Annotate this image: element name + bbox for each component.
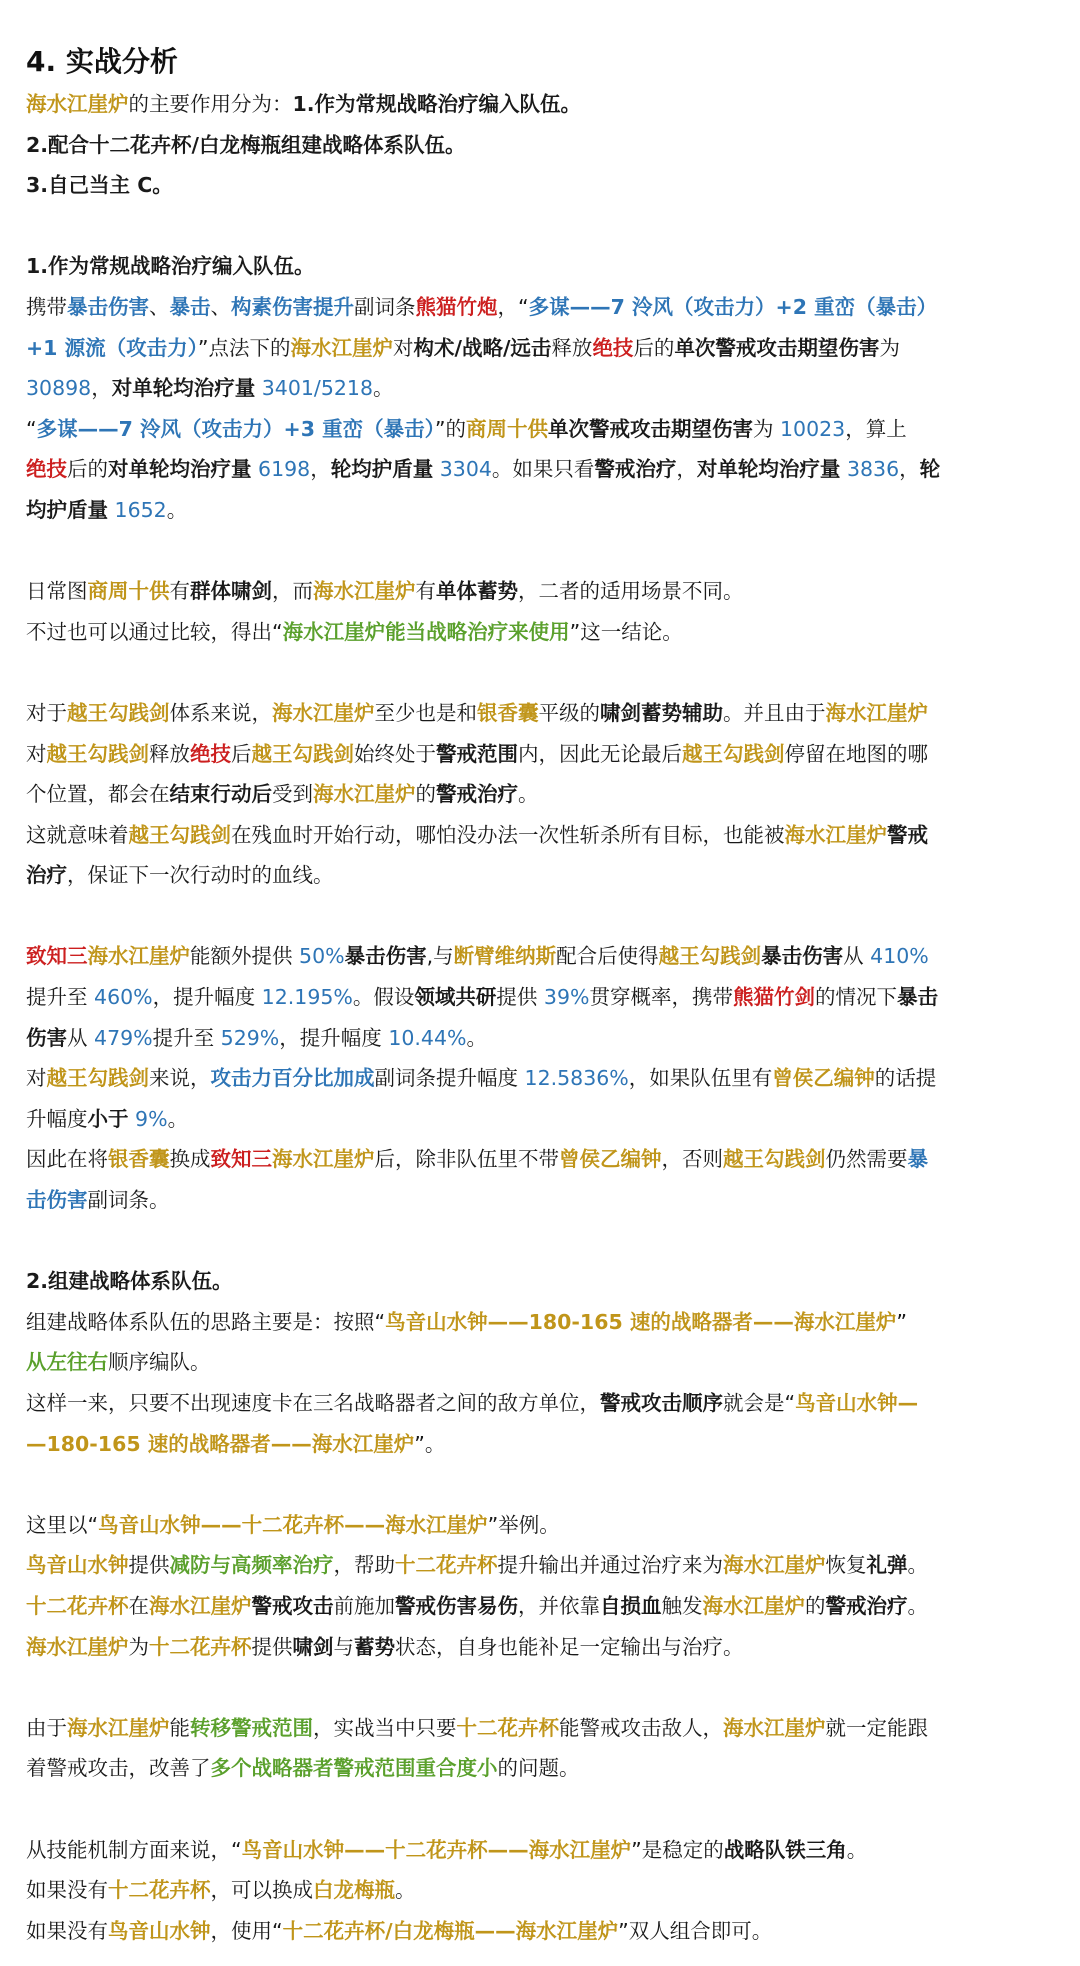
text-span: 海水江崖炉 xyxy=(87,944,190,969)
text-span: 529% xyxy=(220,1025,280,1050)
text-span: 有 xyxy=(169,579,190,604)
text-span: ，提升幅度 xyxy=(279,1025,389,1050)
text-line xyxy=(26,1261,1054,1302)
text-line xyxy=(26,1180,1054,1221)
blank-line xyxy=(26,896,1054,937)
text-line xyxy=(26,936,1054,977)
text-span: 攻击力百分比加成 xyxy=(210,1066,375,1091)
text-span: ，如果队伍里有 xyxy=(628,1066,773,1091)
text-span: 海水江崖炉 xyxy=(825,700,928,725)
text-span: 。 xyxy=(167,1106,189,1131)
text-span: 。 xyxy=(166,497,188,522)
text-line xyxy=(26,409,1054,450)
text-span: ， xyxy=(310,457,331,482)
text-span: 从 xyxy=(843,944,871,969)
text-span: 对于 xyxy=(26,700,67,725)
text-span: 暴 xyxy=(907,1147,928,1172)
text-span: 提升输出并通过治疗来为 xyxy=(497,1553,723,1578)
text-span: 海水江崖炉 xyxy=(67,1715,170,1740)
text-span: ”这一结论。 xyxy=(569,619,683,644)
text-span: 提升至 xyxy=(152,1025,221,1050)
text-span: 警戒攻击 xyxy=(251,1593,334,1618)
text-span: 至少也是和 xyxy=(374,700,477,725)
text-line xyxy=(26,1911,1054,1952)
text-span: 鸟音山水钟— xyxy=(795,1391,919,1415)
text-span: 升幅度 xyxy=(26,1106,88,1131)
text-line xyxy=(26,1586,1054,1627)
text-span: 鸟音山水钟 xyxy=(26,1553,129,1578)
text-span: 十二花卉杯 xyxy=(456,1715,559,1740)
text-line xyxy=(26,449,1054,490)
text-span: 海水江崖炉 xyxy=(149,1593,252,1618)
text-span: 换成 xyxy=(169,1147,211,1172)
text-span: 越王勾践剑 xyxy=(67,700,170,725)
text-span: 构素伤害提升 xyxy=(231,294,354,319)
text-line xyxy=(26,1505,1054,1546)
section-title: 4. 实战分析 xyxy=(26,45,178,78)
text-span: 群体啸剑 xyxy=(190,579,272,604)
text-span: 为 xyxy=(752,416,781,441)
text-span: ,与 xyxy=(426,944,454,969)
text-span: 商周十供 xyxy=(87,579,170,604)
text-span: 3.自己当主 C。 xyxy=(26,173,173,198)
text-span: 海水江崖炉 xyxy=(313,782,416,807)
text-span: 30898 xyxy=(26,376,92,401)
text-span: 白龙梅瓶 xyxy=(313,1878,395,1903)
text-line xyxy=(26,1870,1054,1911)
text-span: 暴击伤害 xyxy=(344,944,427,969)
text-span: 越王勾践剑 xyxy=(46,1066,149,1091)
text-span: ，算上 xyxy=(845,416,907,441)
text-span: 海水江崖炉 xyxy=(26,1634,129,1659)
text-span: 460% xyxy=(94,985,153,1010)
text-span: 如果没有 xyxy=(26,1918,108,1943)
text-span: 这就意味着 xyxy=(26,822,129,847)
text-span: 始终处于 xyxy=(354,741,436,766)
text-span: ，使用“ xyxy=(210,1918,283,1943)
text-span: 50% xyxy=(299,944,345,969)
text-span: 海水江崖炉能当战略治疗来使用 xyxy=(282,619,570,644)
text-line xyxy=(26,774,1054,815)
text-span: 9% xyxy=(135,1106,168,1131)
text-span: 这里以“ xyxy=(26,1512,99,1537)
text-span: 能额外提供 xyxy=(190,944,300,969)
text-span: 。如果只看 xyxy=(491,457,595,482)
text-span: 的问题。 xyxy=(497,1756,580,1781)
text-span: 警戒治疗 xyxy=(825,1593,908,1618)
text-line xyxy=(26,1139,1054,1180)
text-span: 为 xyxy=(879,335,900,360)
text-span: ”。 xyxy=(414,1431,446,1456)
text-span: 从 xyxy=(67,1025,95,1050)
text-span: 着警戒攻击，改善了 xyxy=(26,1756,211,1781)
text-span: 减防与高频率治疗 xyxy=(169,1553,334,1578)
text-span: 均护盾量 xyxy=(26,497,108,522)
text-span: 。 xyxy=(518,782,539,807)
text-span: 警戒 xyxy=(887,822,928,847)
text-span: 曾侯乙编钟 xyxy=(559,1147,662,1172)
blank-line xyxy=(26,1221,1054,1262)
text-span: 10023 xyxy=(780,416,846,441)
text-span: 、 xyxy=(210,294,231,319)
text-span: 暴击 xyxy=(169,294,211,319)
text-span: 、 xyxy=(149,294,170,319)
text-span: 6198 xyxy=(258,457,311,482)
text-span: 致知三 xyxy=(26,944,88,969)
blank-line xyxy=(26,1464,1054,1505)
text-span: 海水江崖炉 xyxy=(723,1553,826,1578)
text-span: 越王勾践剑 xyxy=(46,741,149,766)
text-span: 对 xyxy=(26,741,47,766)
text-span: 携带 xyxy=(26,294,67,319)
text-span: 越王勾践剑 xyxy=(128,822,231,847)
text-span: ”双人组合即可。 xyxy=(618,1918,773,1943)
text-span: 为 xyxy=(128,1634,149,1659)
text-span: 转移警戒范围 xyxy=(190,1715,313,1740)
text-span: 由于 xyxy=(26,1715,67,1740)
text-span: 。假设 xyxy=(352,985,415,1010)
text-span: 暴击伤害 xyxy=(67,294,149,319)
text-line xyxy=(26,165,1054,206)
text-span: 410% xyxy=(870,944,929,969)
text-span: 能 xyxy=(169,1715,190,1740)
text-span: 从技能机制方面来说，“ xyxy=(26,1837,242,1862)
text-span: ，提升幅度 xyxy=(152,985,262,1010)
text-span: 海水江崖炉 xyxy=(290,335,393,360)
text-span: 前施加 xyxy=(333,1593,395,1618)
text-span: 有 xyxy=(415,579,436,604)
text-span: 从左往右 xyxy=(26,1350,108,1375)
text-span: 就一定能跟 xyxy=(825,1715,928,1740)
text-span: 恢复 xyxy=(825,1553,867,1578)
text-span: ，保证下一次行动时的血线。 xyxy=(67,863,334,888)
blank-line xyxy=(26,531,1054,572)
text-span: 10.44% xyxy=(388,1025,467,1050)
text-span: 单体蓄势 xyxy=(436,579,518,604)
text-span: 后的 xyxy=(633,335,675,360)
text-span: 。并且由于 xyxy=(723,700,826,725)
text-span: 多个战略器者警戒范围重合度小 xyxy=(210,1756,498,1781)
text-span: 的 xyxy=(415,782,436,807)
text-span: 越王勾践剑 xyxy=(658,944,762,969)
text-span: 副词条 xyxy=(354,294,416,319)
text-span: 如果没有 xyxy=(26,1878,108,1903)
text-span: ， xyxy=(91,376,112,401)
text-span: 来说， xyxy=(149,1066,211,1091)
text-span: 不过也可以通过比较，得出“ xyxy=(26,619,283,644)
blank-line xyxy=(26,1789,1054,1830)
text-span: 熊猫竹炮 xyxy=(415,294,498,319)
blank-line xyxy=(26,652,1054,693)
text-span: 提供 xyxy=(128,1553,170,1578)
text-span: 的 xyxy=(805,1593,826,1618)
text-span: —180-165 速的战略器者——海水江崖炉 xyxy=(26,1431,415,1456)
text-line xyxy=(26,1830,1054,1871)
text-span: 1652 xyxy=(114,497,167,522)
text-span: ， xyxy=(899,457,920,482)
text-span: 。 xyxy=(373,376,394,401)
text-span: 。 xyxy=(907,1553,928,1578)
text-span: 啸剑 xyxy=(292,1634,334,1659)
text-span: 39% xyxy=(543,985,590,1010)
text-span: 海水江崖炉 xyxy=(784,822,887,847)
text-span: 释放 xyxy=(149,741,190,766)
text-span: 海水江崖炉 xyxy=(272,700,375,725)
text-span: 。 xyxy=(846,1837,868,1862)
text-span: ” xyxy=(896,1309,907,1334)
text-line xyxy=(26,815,1054,856)
text-line xyxy=(26,1424,1054,1465)
text-span: 警戒攻击顺序 xyxy=(600,1391,723,1415)
text-span: 的主要作用分为： xyxy=(128,92,293,116)
document-body xyxy=(26,84,1054,1951)
text-span: 提供 xyxy=(251,1634,293,1659)
text-span: 断臂维纳斯 xyxy=(453,944,557,969)
text-span: 警戒治疗 xyxy=(436,782,518,807)
text-span: 击伤害 xyxy=(26,1188,88,1213)
text-span: 绝技 xyxy=(592,335,634,360)
text-span: 熊猫竹剑 xyxy=(733,985,815,1010)
text-span: 绝技 xyxy=(26,457,67,482)
text-span: ，“ xyxy=(497,294,529,319)
text-span: 鸟音山水钟——十二花卉杯——海水江崖炉 xyxy=(241,1837,632,1862)
text-span: 商周十供 xyxy=(465,416,548,441)
text-span: 平级的 xyxy=(538,700,600,725)
text-line xyxy=(26,1383,1054,1424)
text-line xyxy=(26,1545,1054,1586)
text-span: 3836 xyxy=(846,457,900,482)
blank-line xyxy=(26,206,1054,247)
text-span: 对单轮均治疗量 xyxy=(111,376,256,401)
text-span: 蓄势 xyxy=(354,1634,395,1659)
text-span: 的话提 xyxy=(874,1066,937,1091)
text-line xyxy=(26,1708,1054,1749)
text-span: 小于 xyxy=(87,1106,129,1131)
text-span: 致知三 xyxy=(210,1147,272,1172)
text-span: ，帮助 xyxy=(333,1553,395,1578)
text-span: ”点法下的 xyxy=(197,335,291,360)
text-span: 对 xyxy=(26,1066,47,1091)
text-span: 轮均护盾量 xyxy=(330,457,434,482)
text-line xyxy=(26,571,1054,612)
text-span: 暴击伤害 xyxy=(761,944,844,969)
text-span: 在 xyxy=(128,1593,149,1618)
text-span: 内，因此无论最后 xyxy=(518,741,682,766)
text-line xyxy=(26,1099,1054,1140)
text-span: 12.195% xyxy=(261,985,353,1010)
text-span: 后 xyxy=(231,741,252,766)
text-span: 提供 xyxy=(496,985,544,1010)
text-span: 十二花卉杯 xyxy=(395,1553,498,1578)
text-span: 海水江崖炉 xyxy=(723,1715,826,1740)
text-line xyxy=(26,246,1054,287)
text-line xyxy=(26,125,1054,166)
text-span: ，否则 xyxy=(661,1147,723,1172)
text-span: 多谋——7 泠风（攻击力）+3 重峦（暴击） xyxy=(36,416,435,441)
text-span: 啸剑蓄势辅助 xyxy=(600,700,723,725)
text-line xyxy=(26,328,1054,369)
text-span: 鸟音山水钟——180-165 速的战略器者——海水江崖炉 xyxy=(385,1309,897,1334)
text-span: 绝技 xyxy=(190,741,231,766)
text-span: ，二者的适用场景不同。 xyxy=(518,579,744,604)
text-span: 警戒伤害易伤 xyxy=(395,1593,518,1618)
text-span: 顺序编队。 xyxy=(108,1350,211,1375)
text-line xyxy=(26,84,1054,125)
text-line xyxy=(26,490,1054,531)
text-span: 越王勾践剑 xyxy=(682,741,785,766)
text-span: ， xyxy=(676,457,697,482)
text-span: “ xyxy=(26,416,37,441)
text-span: 海水江崖炉 xyxy=(313,579,416,604)
text-span: 3401/5218 xyxy=(261,376,373,401)
text-span: 单次警戒攻击期望伤害 xyxy=(547,416,753,441)
text-span: 越王勾践剑 xyxy=(251,741,354,766)
text-span: 曾侯乙编钟 xyxy=(772,1066,875,1091)
text-span: ”举例。 xyxy=(487,1512,560,1537)
blank-line xyxy=(26,1667,1054,1708)
text-span: 2.组建战略体系队伍。 xyxy=(26,1269,233,1294)
text-span: 对单轮均治疗量 xyxy=(696,457,841,482)
text-span: ，并依靠 xyxy=(518,1593,600,1618)
text-span: 轮 xyxy=(919,457,941,482)
text-span: 警戒治疗 xyxy=(594,457,677,482)
text-span: ”是稳定的 xyxy=(631,1837,724,1862)
text-span: 伤害 xyxy=(26,1025,67,1050)
text-span: 礼弹 xyxy=(866,1553,908,1578)
text-span: 释放 xyxy=(551,335,593,360)
text-span: 自损血 xyxy=(600,1593,662,1618)
text-line xyxy=(26,368,1054,409)
text-span: 后，除非队伍里不带 xyxy=(374,1147,559,1172)
text-span: 479% xyxy=(94,1025,153,1050)
text-span: 银香囊 xyxy=(108,1147,170,1172)
text-span: 十二花卉杯 xyxy=(149,1634,252,1659)
text-line xyxy=(26,855,1054,896)
text-span: 海水江崖炉 xyxy=(272,1147,375,1172)
text-span: 十二花卉杯 xyxy=(26,1593,129,1618)
text-span: 越王勾践剑 xyxy=(723,1147,826,1172)
text-span: 配合后使得 xyxy=(556,944,659,969)
text-span: ，可以换成 xyxy=(210,1878,313,1903)
text-span: 单次警戒攻击期望伤害 xyxy=(674,335,880,360)
text-span: 停留在地图的哪 xyxy=(784,741,928,766)
text-span: 多谋——7 泠风（攻击力）+2 重峦（暴击） xyxy=(528,294,938,319)
text-span: 后的 xyxy=(67,457,108,482)
text-span: 仍然需要 xyxy=(825,1147,908,1172)
text-span: 领域共研 xyxy=(414,985,497,1010)
text-span: 这样一来，只要不出现速度卡在三名战略器者之间的敌方单位， xyxy=(26,1391,600,1415)
text-span: 因此在将 xyxy=(26,1147,108,1172)
text-span: 战略队铁三角 xyxy=(723,1837,847,1862)
text-span: 结束行动后 xyxy=(169,782,272,807)
text-span: 。 xyxy=(466,1025,487,1050)
text-line xyxy=(26,1302,1054,1343)
text-line xyxy=(26,1748,1054,1789)
text-span: 副词条提升幅度 xyxy=(374,1066,525,1091)
text-span: 构术/战略/远击 xyxy=(413,335,552,360)
text-line xyxy=(26,1018,1054,1059)
text-span: 组建战略体系队伍的思路主要是：按照“ xyxy=(26,1309,386,1334)
text-span: +1 源流（攻击力） xyxy=(26,335,198,360)
text-span: 治疗 xyxy=(26,863,67,888)
text-span: 海水江崖炉 xyxy=(26,92,129,116)
text-line xyxy=(26,612,1054,653)
text-span: 银香囊 xyxy=(477,700,539,725)
text-span: 警戒范围 xyxy=(436,741,518,766)
text-span: 海水江崖炉 xyxy=(702,1593,805,1618)
text-span: 日常图 xyxy=(26,579,88,604)
text-span: 暴击 xyxy=(897,985,938,1010)
text-span: 个位置，都会在 xyxy=(26,782,170,807)
text-span: 状态，自身也能补足一定输出与治疗。 xyxy=(395,1634,744,1659)
text-span: 1.作为常规战略治疗编入队伍。 xyxy=(292,92,582,116)
text-span: 能警戒攻击敌人， xyxy=(559,1715,723,1740)
text-line xyxy=(26,1627,1054,1668)
text-span: 副词条。 xyxy=(87,1188,170,1213)
text-span: 12.5836% xyxy=(524,1066,629,1091)
text-line xyxy=(26,977,1054,1018)
text-span: 触发 xyxy=(661,1593,703,1618)
text-span: 体系来说， xyxy=(169,700,272,725)
text-span: 受到 xyxy=(272,782,313,807)
text-span: 在残血时开始行动，哪怕没办法一次性斩杀所有目标，也能被 xyxy=(231,822,785,847)
text-span: 。 xyxy=(907,1593,928,1618)
text-span: 十二花卉杯/白龙梅瓶——海水江崖炉 xyxy=(282,1918,619,1943)
text-span: 鸟音山水钟 xyxy=(108,1918,211,1943)
text-span: 对单轮均治疗量 xyxy=(108,457,252,482)
text-span: 与 xyxy=(333,1634,354,1659)
text-span: 。 xyxy=(395,1878,416,1903)
text-line xyxy=(26,693,1054,734)
text-span: 鸟音山水钟——十二花卉杯——海水江崖炉 xyxy=(98,1512,488,1537)
text-line xyxy=(26,1342,1054,1383)
text-span: 提升至 xyxy=(26,985,95,1010)
text-span: 对 xyxy=(392,335,414,360)
text-span: 贯穿概率，携带 xyxy=(589,985,733,1010)
text-line xyxy=(26,287,1054,328)
text-span: 十二花卉杯 xyxy=(108,1878,211,1903)
text-span: 就会是“ xyxy=(723,1391,796,1415)
text-span: ”的 xyxy=(434,416,466,441)
text-span: 1.作为常规战略治疗编入队伍。 xyxy=(26,254,315,279)
text-span: 3304 xyxy=(439,457,492,482)
text-span: ，实战当中只要 xyxy=(313,1715,457,1740)
text-span: 的情况下 xyxy=(815,985,897,1010)
text-line xyxy=(26,734,1054,775)
text-line xyxy=(26,1058,1054,1099)
text-span: ，而 xyxy=(272,579,313,604)
text-span: 2.配合十二花卉杯/白龙梅瓶组建战略体系队伍。 xyxy=(26,132,466,157)
